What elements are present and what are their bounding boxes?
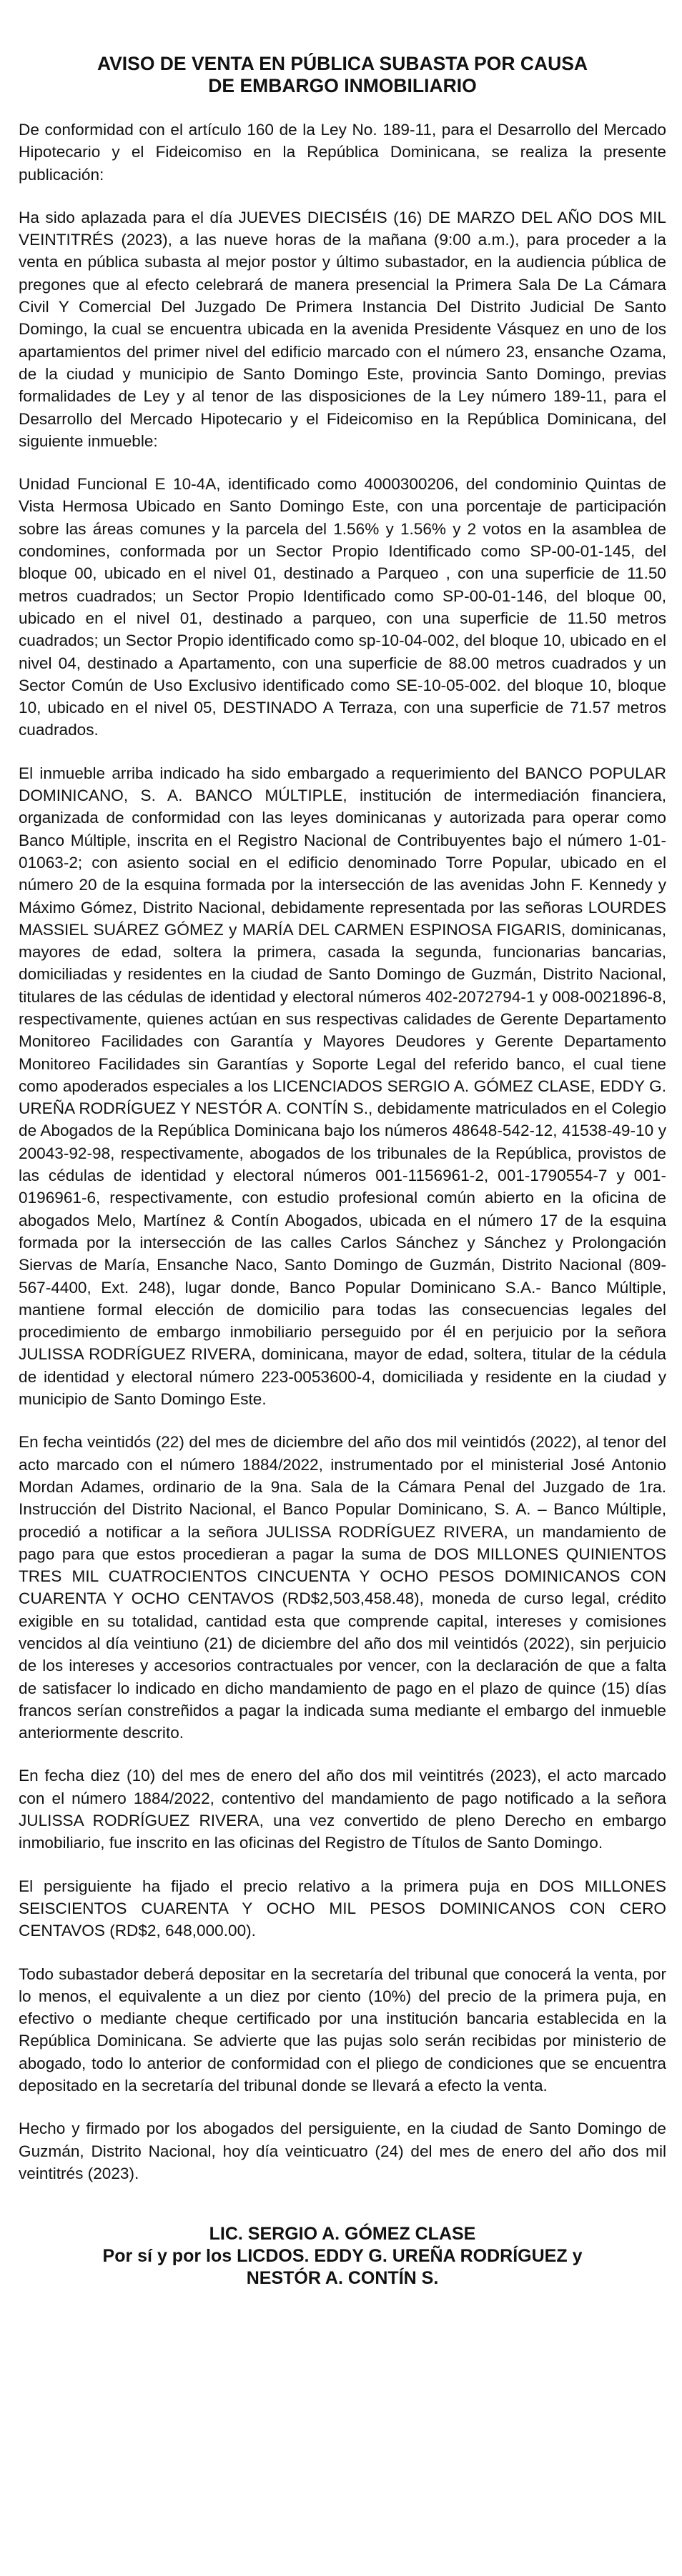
signature-line-1: LIC. SERGIO A. GÓMEZ CLASE (209, 2224, 476, 2245)
signature-line-2: Por sí y por los LICDOS. EDDY G. UREÑA RODRÍGUEZ y (102, 2246, 583, 2267)
notice-title-line-2: DE EMBARGO INMOBILIARIO (208, 75, 477, 96)
paragraph-seizing-party: El inmueble arriba indicado ha sido embargado a requerimiento del BANCO POPULAR DOMINICANO, S. A. BANCO MÚLTIPLE, institución de intermediación financiera, organizada de conformidad con las leyes dominicanas y autorizada para operar como Banco Múltiple, inscrita en el Registro Nacional de Contribuyentes bajo el número 1-01-01063-2; con asiento social en el edificio denominado Torre Popular, ubicado en el número 20 de la esquina formada por la intersección de las avenidas John F. Kennedy y Máximo Gómez, Distrito Nacional, debidamente representada por las señoras LOURDES MASSIEL SUÁREZ GÓMEZ y MARÍA DEL CARMEN ESPINOSA FIGARIS, dominicanas, mayores de edad, soltera la primera, casada la segunda, funcionarias bancarias, domiciliadas y residentes en la ciudad de Santo Domingo de Guzmán, Distrito Nacional, titulares de las cédulas de identidad y electoral números 402-2072794-1 y 008-0021896-8, respectivamente, quienes actúan en sus respectivas calidades de Gerente Departamento Monitoreo Facilidades con Garantía y Mayores Deudores y Gerente Departamento Monitoreo Facilidades sin Garantías y Soporte Legal del referido banco, el cual tiene como apoderados especiales a los LICENCIADOS SERGIO A. GÓMEZ CLASE, EDDY G. UREÑA RODRÍGUEZ Y NESTÓR A. CONTÍN S., debidamente matriculados en el Colegio de Abogados de la República Dominicana bajo los números 48648-542-12, 41538-49-10 y 20043-92-98, respectivamente, abogados de los tribunales de la República, provistos de las cédulas de identidad y electoral números 001-1156961-2, 001-1790554-7 y 001-0196961-6, respectivamente, con estudio profesional común abierto en la oficina de abogados Melo, Martínez & Contín Abogados, ubicada en el número 17 de la esquina formada por la intersección de las calles Carlos Sánchez y Sánchez y Prolongación Siervas de María, Ensanche Naco, Santo Domingo de Guzmán, Distrito Nacional (809-567-4400, Ext. 248), lugar donde, Banco Popular Dominicano S.A.- Banco Múltiple, mantiene formal elección de domicilio para todas las consecuencias legales del procedimiento de embargo inmobiliario perseguido por él en perjuicio por la señora JULISSA RODRÍGUEZ RIVERA, dominicana, mayor de edad, soltera, titular de la cédula de identidad y electoral número 223-0053600-4, domiciliada y residente en la ciudad y municipio de Santo Domingo Este. (19, 764, 666, 1409)
notice-title (19, 53, 666, 97)
signature-block (19, 2223, 666, 2290)
notice-title-line-1: AVISO DE VENTA EN PÚBLICA SUBASTA POR CAUSA (97, 53, 588, 74)
paragraph-signing-statement: Hecho y firmado por los abogados del persiguiente, en la ciudad de Santo Domingo de Guzmán, Distrito Nacional, hoy día veinticuatro (24) del mes de enero del año dos mil veintitrés (2023). (19, 2120, 666, 2182)
paragraph-property-description: Unidad Funcional E 10-4A, identificado como 4000300206, del condominio Quintas de Vista Hermosa Ubicado en Santo Domingo Este, con una porcentaje de participación sobre las áreas comunes y la parcela del 1.56% y 1.56% y 2 votos en la asamblea de condomines, conformada por un Sector Propio Identificado como SP-00-01-145, del bloque 00, ubicado en el nivel 01, destinado a Parqueo , con una superficie de 11.50 metros cuadrados; un Sector Propio Identificado como SP-00-01-146, del bloque 00, ubicado en el nivel 01, destinado a parqueo, con una superficie de 11.50 metros cuadrados; un Sector Propio identificado como sp-10-04-002, del bloque 10, ubicado en el nivel 04, destinado a Apartamento, con una superficie de 88.00 metros cuadrados y un Sector Común de Uso Exclusivo identificado como SE-10-05-002. del bloque 10, bloque 10, ubicado en el nivel 05, DESTINADO A Terraza, con una superficie de 71.57 metros cuadrados. (19, 475, 666, 739)
paragraph-registration: En fecha diez (10) del mes de enero del año dos mil veintitrés (2023), el acto marcado con el número 1884/2022, contentivo del mandamiento de pago notificado a la señora JULISSA RODRÍGUEZ RIVERA, una vez convertido de pleno Derecho en embargo inmobiliario, fue inscrito en las oficinas del Registro de Títulos de Santo Domingo. (19, 1767, 666, 1852)
signature-line-3: NESTÓR A. CONTÍN S. (246, 2268, 439, 2289)
paragraph-auction-date: Ha sido aplazada para el día JUEVES DIECISÉIS (16) DE MARZO DEL AÑO DOS MIL VEINTITRÉS (2023), a las nueve horas de la mañana (9:00 a.m.), para proceder a la venta en pública subasta al mejor postor y último subastador, en la audiencia pública de pregones que al efecto celebrará de manera presencial la Primera Sala De La Cámara Civil Y Comercial Del Juzgado De Primera Instancia Del Distrito Judicial De Santo Domingo, la cual se encuentra ubicada en la avenida Presidente Vásquez en uno de los apartamientos del primer nivel del edificio marcado con el número 23, ensanche Ozama, de la ciudad y municipio de Santo Domingo Este, provincia Santo Domingo, previas formalidades de Ley y al tenor de las disposiciones de la Ley número 189-11, para el Desarrollo del Mercado Hipotecario y el Fideicomiso en la República Dominicana, del siguiente inmueble: (19, 208, 666, 450)
paragraph-deposit-requirement: Todo subastador deberá depositar en la secretaría del tribunal que conocerá la venta, por lo menos, el equivalente a un diez por ciento (10%) del precio de la primera puja, en efectivo o mediante cheque certificado por una institución bancaria establecida en la República Dominicana. Se advierte que las pujas solo serán recibidas por ministerio de abogado, todo lo anterior de conformidad con el pliego de condiciones que se encuentra depositado en la secretaría del tribunal donde se llevará a efecto la venta. (19, 1965, 666, 2095)
paragraph-legal-basis: De conformidad con el artículo 160 de la Ley No. 189-11, para el Desarrollo del Mercado Hipotecario y el Fideicomiso en la República Dominicana, se realiza la presente publicación: (19, 121, 666, 184)
paragraph-starting-price: El persiguiente ha fijado el precio relativo a la primera puja en DOS MILLONES SEISCIENTOS CUARENTA Y OCHO MIL PESOS DOMINICANOS CON CERO CENTAVOS (RD$2, 648,000.00). (19, 1877, 666, 1940)
paragraph-payment-order: En fecha veintidós (22) del mes de diciembre del año dos mil veintidós (2022), al tenor del acto marcado con el número 1884/2022, instrumentado por el ministerial José Antonio Mordan Adames, ordinario de la 9na. Sala de la Cámara Penal del Juzgado de 1ra. Instrucción del Distrito Nacional, el Banco Popular Dominicano, S. A. – Banco Múltiple, procedió a notificar a la señora JULISSA RODRÍGUEZ RIVERA, un mandamiento de pago para que estos procedieran a pagar la suma de DOS MILLONES QUINIENTOS TRES MIL CUATROCIENTOS CINCUENTA Y OCHO PESOS DOMINICANOS CON CUARENTA Y OCHO CENTAVOS (RD$2,503,458.48), moneda de curso legal, crédito exigible en su totalidad, cantidad esta que comprende capital, intereses y comisiones vencidos al día veintiuno (21) de diciembre del año dos mil veintidós (2022), sin perjuicio de los intereses y accesorios contractuales por vencer, con la declaración de que a falta de satisfacer lo indicado en dicho mandamiento de pago en el plazo de quince (15) días francos serían constreñidos a pagar la indicada suma mediante el embargo del inmueble anteriormente descrito. (19, 1433, 666, 1742)
